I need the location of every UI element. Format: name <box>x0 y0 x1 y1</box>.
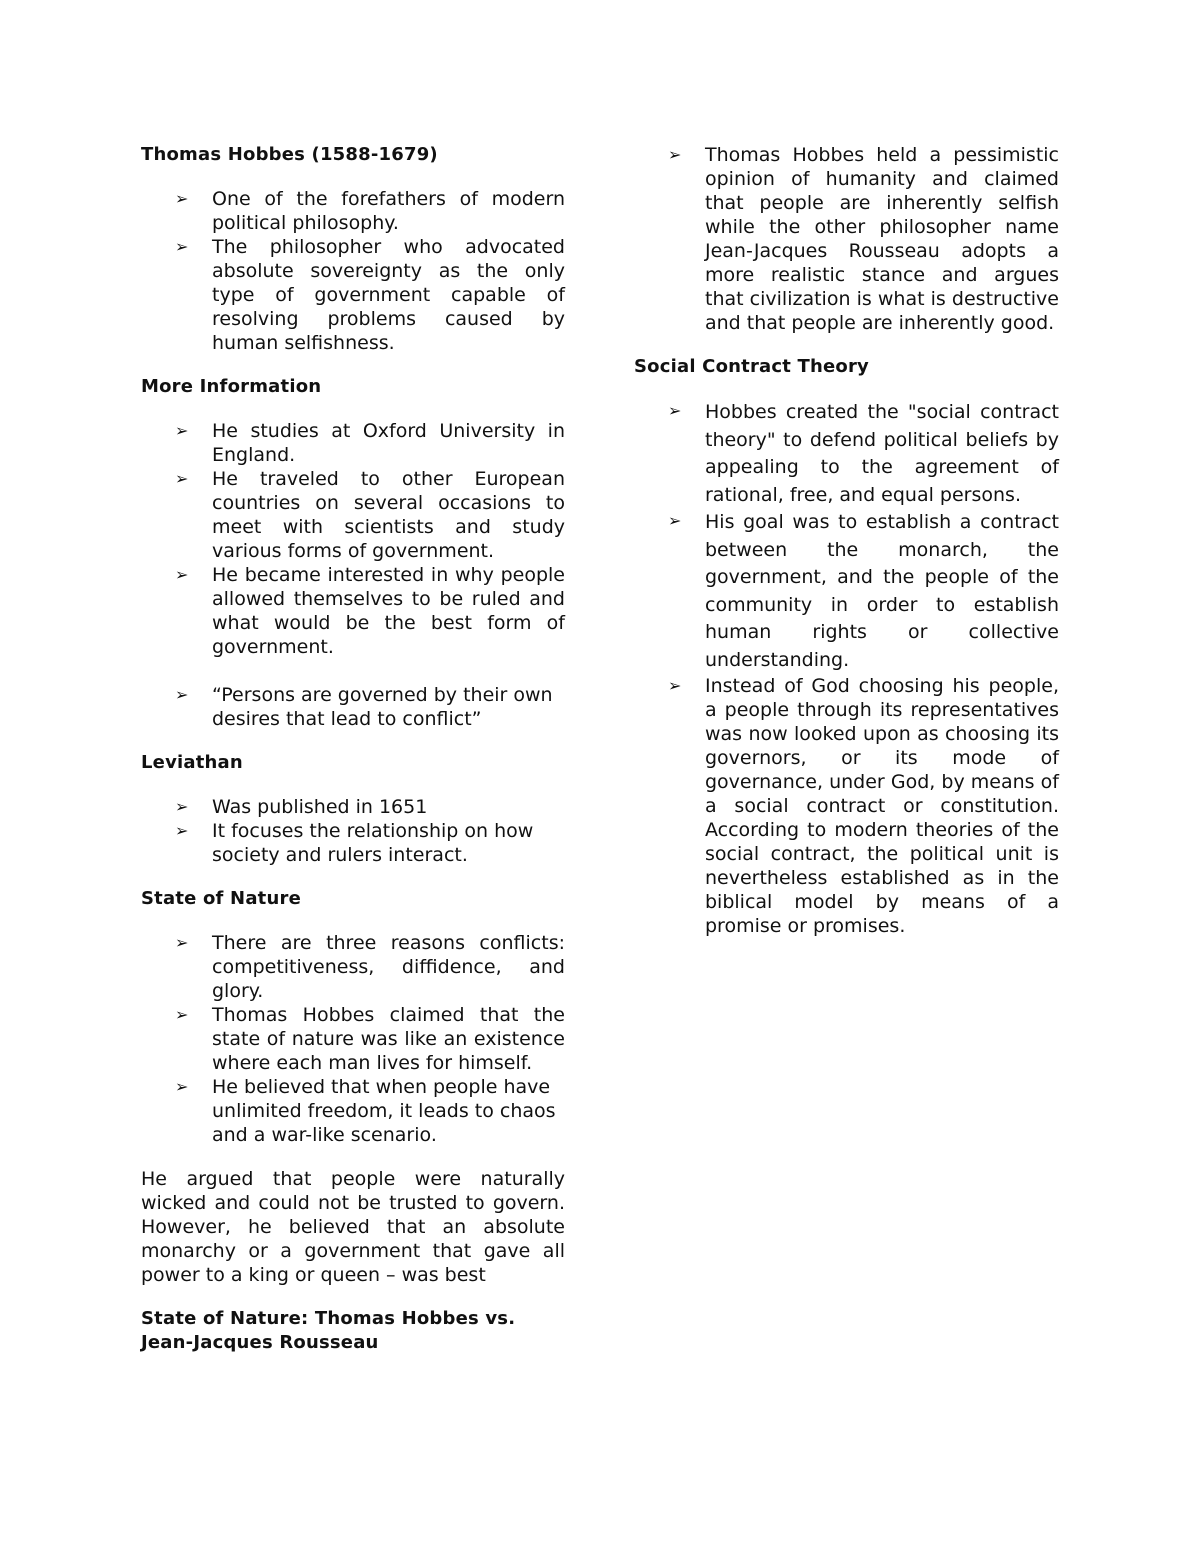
list-item: ➢ His goal was to establish a contract between the monarch, the government, and the people of the community in order to establish human rights or collective understanding. <box>668 511 1059 671</box>
list-item: ➢ He believed that when people have unlimited freedom, it leads to chaos and a war-like scenario. <box>175 1076 556 1146</box>
arrow-bullet-icon: ➢ <box>668 511 682 530</box>
list-item: ➢ “Persons are governed by their own desires that lead to conflict” <box>175 684 553 730</box>
left-column <box>141 143 565 1355</box>
state-of-nature-heading: State of Nature <box>141 888 301 909</box>
arrow-bullet-icon: ➢ <box>175 421 189 440</box>
leviathan-bullet-list <box>141 795 565 867</box>
comparison-bullet-list <box>634 143 1059 335</box>
list-item: ➢ One of the forefathers of modern political philosophy. <box>175 188 565 234</box>
arrow-bullet-icon: ➢ <box>175 797 189 816</box>
list-item: ➢ It focuses the relationship on how society and rulers interact. <box>175 820 534 866</box>
comparison-heading: State of Nature: Thomas Hobbes vs. Jean-Jacques Rousseau <box>141 1308 516 1353</box>
more-info-heading: More Information <box>141 376 322 397</box>
arrow-bullet-icon: ➢ <box>175 933 189 952</box>
arrow-bullet-icon: ➢ <box>668 145 682 164</box>
leviathan-heading: Leviathan <box>141 752 243 773</box>
arrow-bullet-icon: ➢ <box>175 821 189 840</box>
list-item: ➢ He traveled to other European countries on several occasions to meet with scientists and study various forms of government. <box>175 468 565 562</box>
arrow-bullet-icon: ➢ <box>668 676 682 695</box>
social-contract-bullet-list <box>634 399 1059 674</box>
list-item: ➢ Thomas Hobbes claimed that the state of nature was like an existence where each man lives for himself. <box>175 1004 565 1074</box>
state-of-nature-bullet-list <box>141 931 565 1147</box>
list-item: ➢ Hobbes created the "social contract theory" to defend political beliefs by appealing to the agreement of rational, free, and equal persons. <box>668 401 1059 506</box>
arrow-bullet-icon: ➢ <box>175 237 189 256</box>
arrow-bullet-icon: ➢ <box>175 1005 189 1024</box>
social-contract-heading: Social Contract Theory <box>634 356 869 377</box>
list-item: ➢ Thomas Hobbes held a pessimistic opinion of humanity and claimed that people are inherently selfish while the other philosopher name Jean-Jacques Rousseau adopts a more realistic stance and argues that civilization is what is destructive and that people are inherently good. <box>668 144 1059 334</box>
more-info-bullet-list <box>141 419 565 659</box>
arrow-bullet-icon: ➢ <box>175 189 189 208</box>
hobbes-heading: Thomas Hobbes (1588-1679) <box>141 144 438 165</box>
arrow-bullet-icon: ➢ <box>175 685 189 704</box>
hobbes-bullet-list <box>141 187 565 355</box>
list-item: ➢ Instead of God choosing his people, a people through its representatives was now looked upon as choosing its governors, or its mode of governance, under God, by means of a social contract or constitution. According to modern theories of the social contract, the political unit is nevertheless established as in the biblical model by means of a promise or promises. <box>668 675 1059 937</box>
right-column <box>634 143 1059 938</box>
list-item: ➢ The philosopher who advocated absolute sovereignty as the only type of government capable of resolving problems caused by human selfishness. <box>175 236 565 354</box>
list-item: ➢ He studies at Oxford University in England. <box>175 420 565 466</box>
list-item: ➢ Was published in 1651 <box>175 796 428 818</box>
quote-bullet-list <box>141 683 565 731</box>
argued-paragraph: He argued that people were naturally wicked and could not be trusted to govern. However, he believed that an absolute monarchy or a government that gave all power to a king or queen – was best <box>141 1168 565 1286</box>
list-item: ➢ There are three reasons conflicts: competitiveness, diffidence, and glory. <box>175 932 565 1002</box>
list-item: ➢ He became interested in why people allowed themselves to be ruled and what would be the best form of government. <box>175 564 565 658</box>
arrow-bullet-icon: ➢ <box>175 469 189 488</box>
arrow-bullet-icon: ➢ <box>668 401 682 420</box>
arrow-bullet-icon: ➢ <box>175 565 189 584</box>
arrow-bullet-icon: ➢ <box>175 1077 189 1096</box>
instead-bullet-list <box>634 674 1059 938</box>
